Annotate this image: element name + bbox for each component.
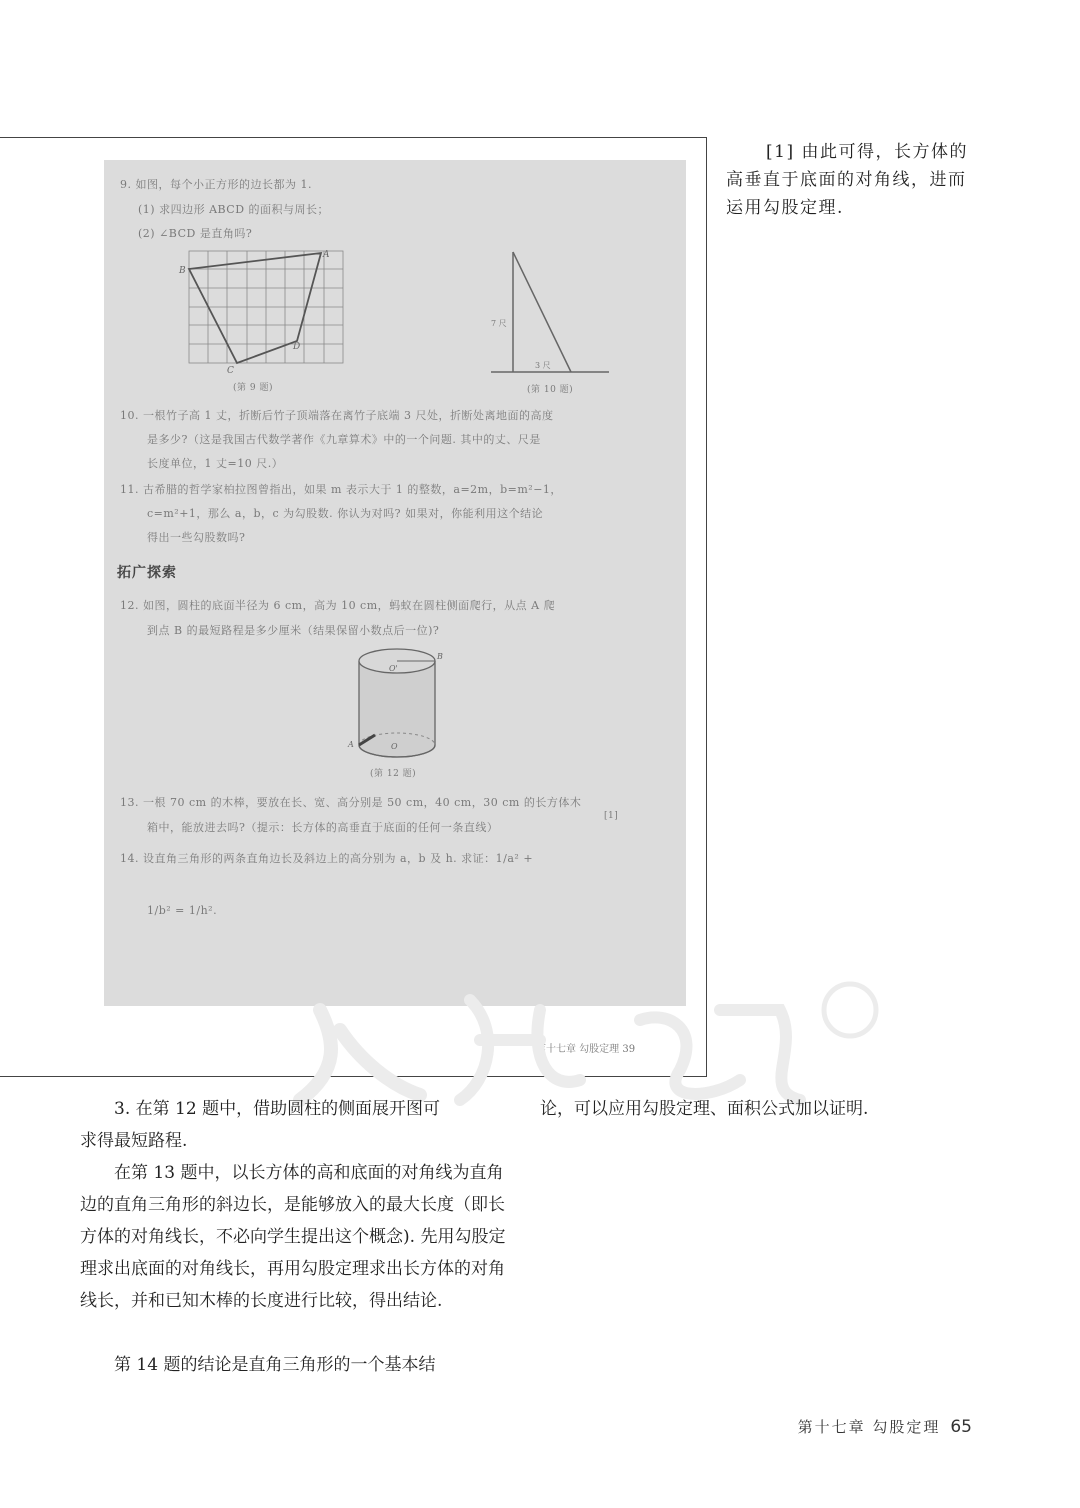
section-title: 拓广探索 bbox=[117, 565, 177, 581]
vertex-a-label: A bbox=[323, 250, 330, 260]
q9-line: 9. 如图，每个小正方形的边长都为 1. bbox=[120, 178, 312, 191]
vertex-b-label: B bbox=[179, 266, 186, 276]
page-footer bbox=[798, 1416, 972, 1437]
fig12-caption: (第 12 题) bbox=[370, 769, 417, 779]
body-paragraph-2: 在第 13 题中，以长方体的高和底面的对角线为直角边的直角三角形的斜边长，是能够放入的最大长度（即长方体的对角线长，不必向学生提出这个概念). 先用勾股定理求出底面的对角线长，再用勾股定理求出长方体的对角线长，并和已知木棒的长度进行比较，得出结论. bbox=[80, 1163, 506, 1311]
q10-line: 长度单位，1 丈=10 尺.） bbox=[147, 457, 284, 470]
q10-line: 10. 一根竹子高 1 丈，折断后竹子顶端落在离竹子底端 3 尺处，折断处离地面的高度 bbox=[120, 409, 554, 422]
q13-marker: [1] bbox=[604, 811, 619, 821]
body-paragraph-1-right: 论，可以应用勾股定理、面积公式加以证明. bbox=[540, 1099, 869, 1119]
q11-line: 11. 古希腊的哲学家柏拉图曾指出，如果 m 表示大于 1 的整数，a=2m，b=m²−1， bbox=[120, 483, 562, 496]
point-a-label: A bbox=[348, 740, 354, 749]
page-number: 65 bbox=[950, 1417, 972, 1437]
side-note bbox=[726, 138, 981, 222]
point-b-label: B bbox=[437, 652, 443, 661]
q14-line: 1/b² = 1/h². bbox=[147, 904, 218, 917]
paragraph-1-line-2: 求得最短路程. bbox=[80, 1131, 188, 1151]
vertex-d-label: D bbox=[293, 342, 301, 352]
figure-9-grid bbox=[175, 245, 350, 375]
q11-line: 得出一些勾股数吗? bbox=[147, 531, 246, 544]
q9-line: (1) 求四边形 ABCD 的面积与周长； bbox=[138, 203, 330, 216]
center-bottom-label: O bbox=[391, 742, 398, 751]
q12-line: 到点 B 的最短路程是多少厘米（结果保留小数点后一位)? bbox=[147, 624, 440, 637]
paragraph-1-line-1: 3. 在第 12 题中，借助圆柱的侧面展开图可 bbox=[114, 1099, 441, 1119]
publisher-watermark bbox=[240, 970, 890, 1110]
q9-line: (2) ∠BCD 是直角吗? bbox=[138, 227, 253, 240]
q10-line: 是多少?（这是我国古代数学著作《九章算术》中的一个问题. 其中的丈、尺是 bbox=[147, 433, 541, 446]
fig9-caption: (第 9 题) bbox=[233, 383, 273, 393]
fig10-caption: (第 10 题) bbox=[527, 385, 574, 395]
side-note-marker: [1] bbox=[766, 142, 795, 162]
q13-line: 箱中，能放进去吗?（提示：长方体的高垂直于底面的任何一条直线） bbox=[147, 821, 499, 834]
side-note-text: 由此可得，长方体的高垂直于底面的对角线，进而运用勾股定理. bbox=[726, 142, 968, 218]
footer-chapter: 第十七章 勾股定理 bbox=[797, 1418, 941, 1436]
q11-line: c=m²+1，那么 a，b，c 为勾股数. 你认为对吗? 如果对，你能利用这个结论 bbox=[147, 507, 544, 520]
vertex-c-label: C bbox=[227, 366, 234, 375]
q13-line: 13. 一根 70 cm 的木棒，要放在长、宽、高分别是 50 cm，40 cm，30 cm 的长方体木 bbox=[120, 796, 582, 809]
body-paragraph-1 bbox=[80, 1093, 530, 1157]
q14-line: 14. 设直角三角形的两条直角边长及斜边上的高分别为 a，b 及 h. 求证：1/a² + bbox=[120, 852, 534, 865]
figure-12-cylinder bbox=[345, 645, 455, 765]
height-label: 7 尺 bbox=[491, 319, 507, 328]
center-top-label: O' bbox=[389, 664, 398, 673]
base-label: 3 尺 bbox=[535, 361, 551, 370]
q12-line: 12. 如图，圆柱的底面半径为 6 cm，高为 10 cm，蚂蚁在圆柱侧面爬行，从点 A 爬 bbox=[120, 599, 556, 612]
scanned-page-footer: 第十七章 勾股定理 39 bbox=[536, 1044, 636, 1055]
body-paragraph-3: 第 14 题的结论是直角三角形的一个基本结 bbox=[114, 1355, 436, 1375]
figure-10-triangle bbox=[485, 248, 615, 378]
